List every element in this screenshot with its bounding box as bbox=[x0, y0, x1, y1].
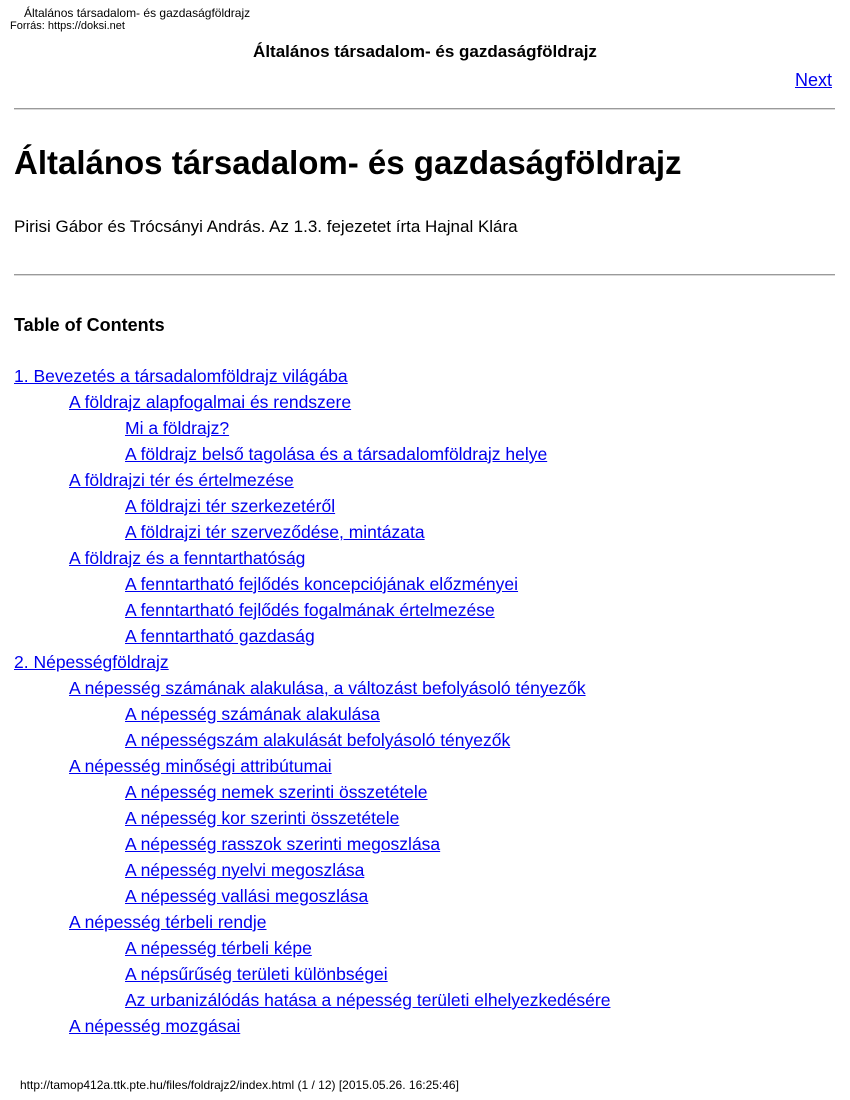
toc-item bbox=[0, 909, 610, 935]
toc-link[interactable]: 2. Népességföldrajz bbox=[14, 652, 169, 672]
toc-item bbox=[0, 727, 610, 753]
toc-link[interactable]: A népesség rasszok szerinti megoszlása bbox=[125, 834, 441, 854]
toc-item bbox=[0, 467, 610, 493]
toc-item bbox=[0, 701, 610, 727]
table-of-contents bbox=[0, 363, 610, 1039]
toc-link[interactable]: A népsűrűség területi különbségei bbox=[125, 964, 388, 984]
toc-link[interactable]: A népesség nemek szerinti összetétele bbox=[125, 782, 428, 802]
toc-item bbox=[0, 857, 610, 883]
toc-link[interactable]: A földrajzi tér szerkezetéről bbox=[125, 496, 336, 516]
toc-item bbox=[0, 571, 610, 597]
toc-link[interactable]: A népesség minőségi attribútumai bbox=[69, 756, 332, 776]
toc-item bbox=[0, 883, 610, 909]
toc-link[interactable]: A földrajz és a fenntarthatóság bbox=[69, 548, 306, 568]
page-footer: http://tamop412a.ttk.pte.hu/files/foldrajz2/index.html (1 / 12) [2015.05.26. 16:25:46] bbox=[20, 1078, 459, 1092]
toc-link[interactable]: A népesség mozgásai bbox=[69, 1016, 241, 1036]
toc-item bbox=[0, 961, 610, 987]
toc-item bbox=[0, 987, 610, 1013]
toc-link[interactable]: Az urbanizálódás hatása a népesség területi elhelyezkedésére bbox=[125, 990, 611, 1010]
toc-link[interactable]: A földrajz belső tagolása és a társadalomföldrajz helye bbox=[125, 444, 548, 464]
toc-item bbox=[0, 831, 610, 857]
authors-line: Pirisi Gábor és Trócsányi András. Az 1.3. fejezetet írta Hajnal Klára bbox=[14, 217, 518, 236]
toc-item bbox=[0, 389, 610, 415]
toc-link[interactable]: A földrajzi tér és értelmezése bbox=[69, 470, 294, 490]
toc-link[interactable]: A népességszám alakulását befolyásoló tényezők bbox=[125, 730, 511, 750]
toc-link[interactable]: 1. Bevezetés a társadalomföldrajz világába bbox=[14, 366, 348, 386]
title-divider bbox=[14, 274, 835, 276]
toc-item bbox=[0, 623, 610, 649]
toc-link[interactable]: A népesség számának alakulása bbox=[125, 704, 380, 724]
toc-link[interactable]: A földrajz alapfogalmai és rendszere bbox=[69, 392, 352, 412]
toc-link[interactable]: A népesség térbeli rendje bbox=[69, 912, 267, 932]
toc-item bbox=[0, 363, 610, 389]
toc-link[interactable]: A fenntartható fejlődés fogalmának értelmezése bbox=[125, 600, 495, 620]
header-title: Általános társadalom- és gazdaságföldrajz bbox=[253, 42, 597, 61]
toc-link[interactable]: A fenntartható gazdaság bbox=[125, 626, 315, 646]
toc-item bbox=[0, 441, 610, 467]
toc-link[interactable]: Mi a földrajz? bbox=[125, 418, 230, 438]
toc-item bbox=[0, 415, 610, 441]
toc-item bbox=[0, 935, 610, 961]
page-title: Általános társadalom- és gazdaságföldrajz bbox=[14, 144, 682, 181]
toc-link[interactable]: A földrajzi tér szerveződése, mintázata bbox=[125, 522, 425, 542]
toc-link[interactable]: A népesség nyelvi megoszlása bbox=[125, 860, 365, 880]
toc-link[interactable]: A népesség térbeli képe bbox=[125, 938, 312, 958]
toc-heading: Table of Contents bbox=[14, 315, 165, 335]
header-divider bbox=[14, 108, 835, 110]
document-source: Forrás: https://doksi.net bbox=[10, 20, 125, 32]
toc-item bbox=[0, 1013, 610, 1039]
toc-item bbox=[0, 753, 610, 779]
toc-link[interactable]: A fenntartható fejlődés koncepciójának előzményei bbox=[125, 574, 519, 594]
next-link[interactable]: Next bbox=[794, 70, 832, 90]
toc-item bbox=[0, 519, 610, 545]
toc-item bbox=[0, 493, 610, 519]
toc-item bbox=[0, 597, 610, 623]
toc-link[interactable]: A népesség vallási megoszlása bbox=[125, 886, 369, 906]
toc-item bbox=[0, 649, 610, 675]
document-meta-title: Általános társadalom- és gazdaságföldrajz bbox=[24, 6, 251, 20]
toc-item bbox=[0, 675, 610, 701]
toc-item bbox=[0, 779, 610, 805]
toc-item bbox=[0, 545, 610, 571]
toc-link[interactable]: A népesség számának alakulása, a változást befolyásoló tényezők bbox=[69, 678, 586, 698]
toc-item bbox=[0, 805, 610, 831]
toc-link[interactable]: A népesség kor szerinti összetétele bbox=[125, 808, 400, 828]
